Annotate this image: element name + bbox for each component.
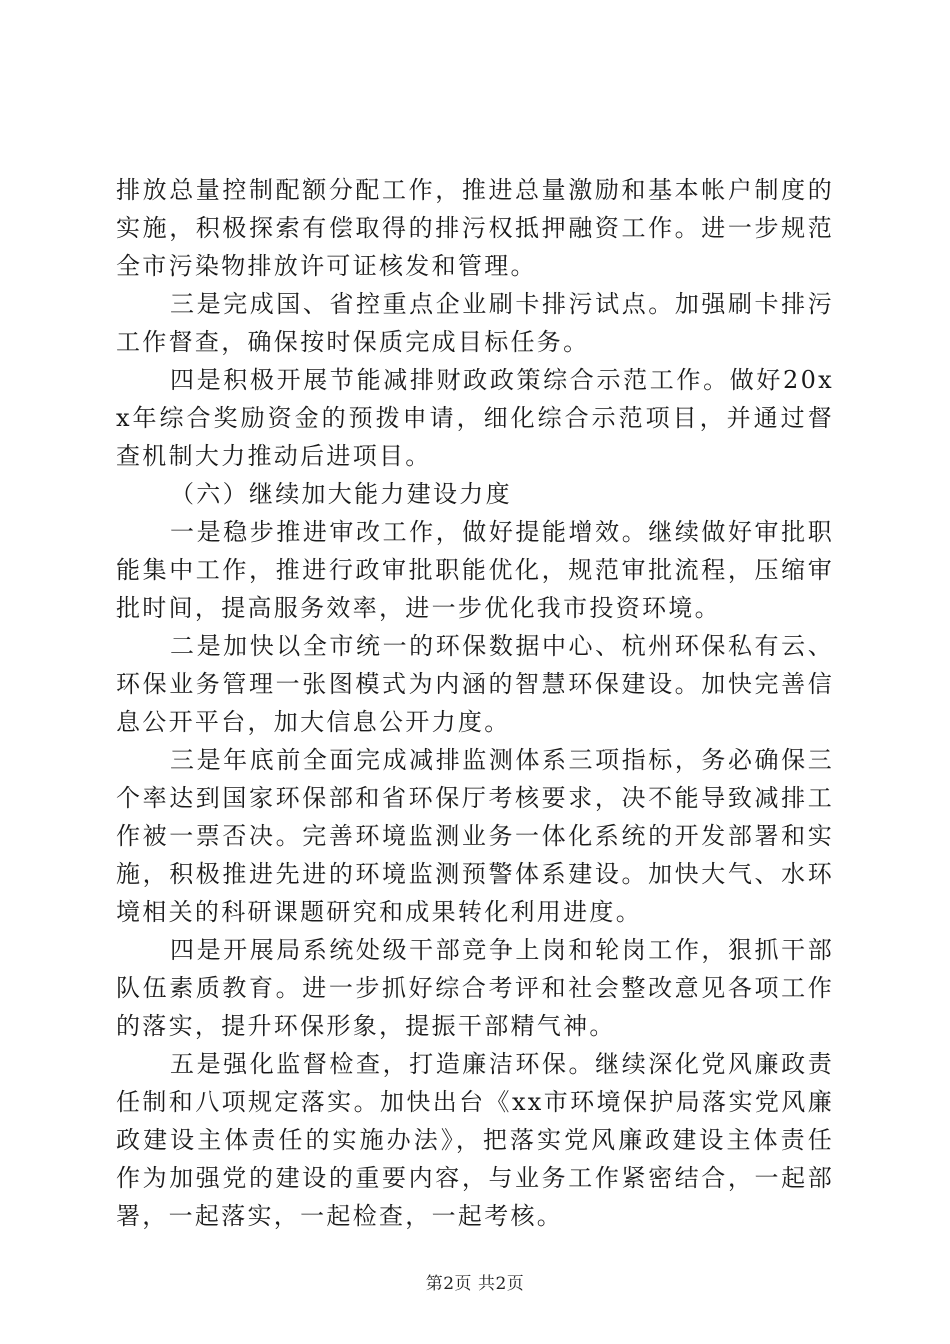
document-body <box>116 171 834 1235</box>
paragraph-item-2-smart-environment: 二是加快以全市统一的环保数据中心、杭州环保私有云、环保业务管理一张图模式为内涵的智慧环保建设。加快完善信息公开平台，加大信息公开力度。 <box>116 632 834 736</box>
paragraph-item-1-approval-reform: 一是稳步推进审改工作，做好提能增效。继续做好审批职能集中工作，推进行政审批职能优化，规范审批流程，压缩审批时间，提高服务效率，进一步优化我市投资环境。 <box>116 518 834 622</box>
paragraph-item-3-card-pollution: 三是完成国、省控重点企业刷卡排污试点。加强刷卡排污工作督查，确保按时保质完成目标任务。 <box>116 290 834 356</box>
paragraph-item-4-cadre-rotation: 四是开展局系统处级干部竞争上岗和轮岗工作，狠抓干部队伍素质教育。进一步抓好综合考评和社会整改意见各项工作的落实，提升环保形象，提振干部精气神。 <box>116 936 834 1040</box>
paragraph-continuation: 排放总量控制配额分配工作，推进总量激励和基本帐户制度的实施，积极探索有偿取得的排污权抵押融资工作。进一步规范全市污染物排放许可证核发和管理。 <box>116 176 834 280</box>
paragraph-item-3-monitoring: 三是年底前全面完成减排监测体系三项指标，务必确保三个率达到国家环保部和省环保厅考核要求，决不能导致减排工作被一票否决。完善环境监测业务一体化系统的开发部署和实施，积极推进先进的环境监测预警体系建设。加快大气、水环境相关的科研课题研究和成果转化利用进度。 <box>116 746 834 926</box>
paragraph-item-4-energy-saving: 四是积极开展节能减排财政政策综合示范工作。做好20xx年综合奖励资金的预拨申请，细化综合示范项目，并通过督查机制大力推动后进项目。 <box>116 366 834 470</box>
paragraph-item-5-supervision: 五是强化监督检查，打造廉洁环保。继续深化党风廉政责任制和八项规定落实。加快出台《xx市环境保护局落实党风廉政建设主体责任的实施办法》，把落实党风廉政建设主体责任作为加强党的建设的重要内容，与业务工作紧密结合，一起部署，一起落实，一起检查，一起考核。 <box>116 1050 834 1230</box>
section-heading-6: （六）继续加大能力建设力度 <box>170 480 512 508</box>
page-number-footer: 第2页 共2页 <box>425 1274 525 1294</box>
